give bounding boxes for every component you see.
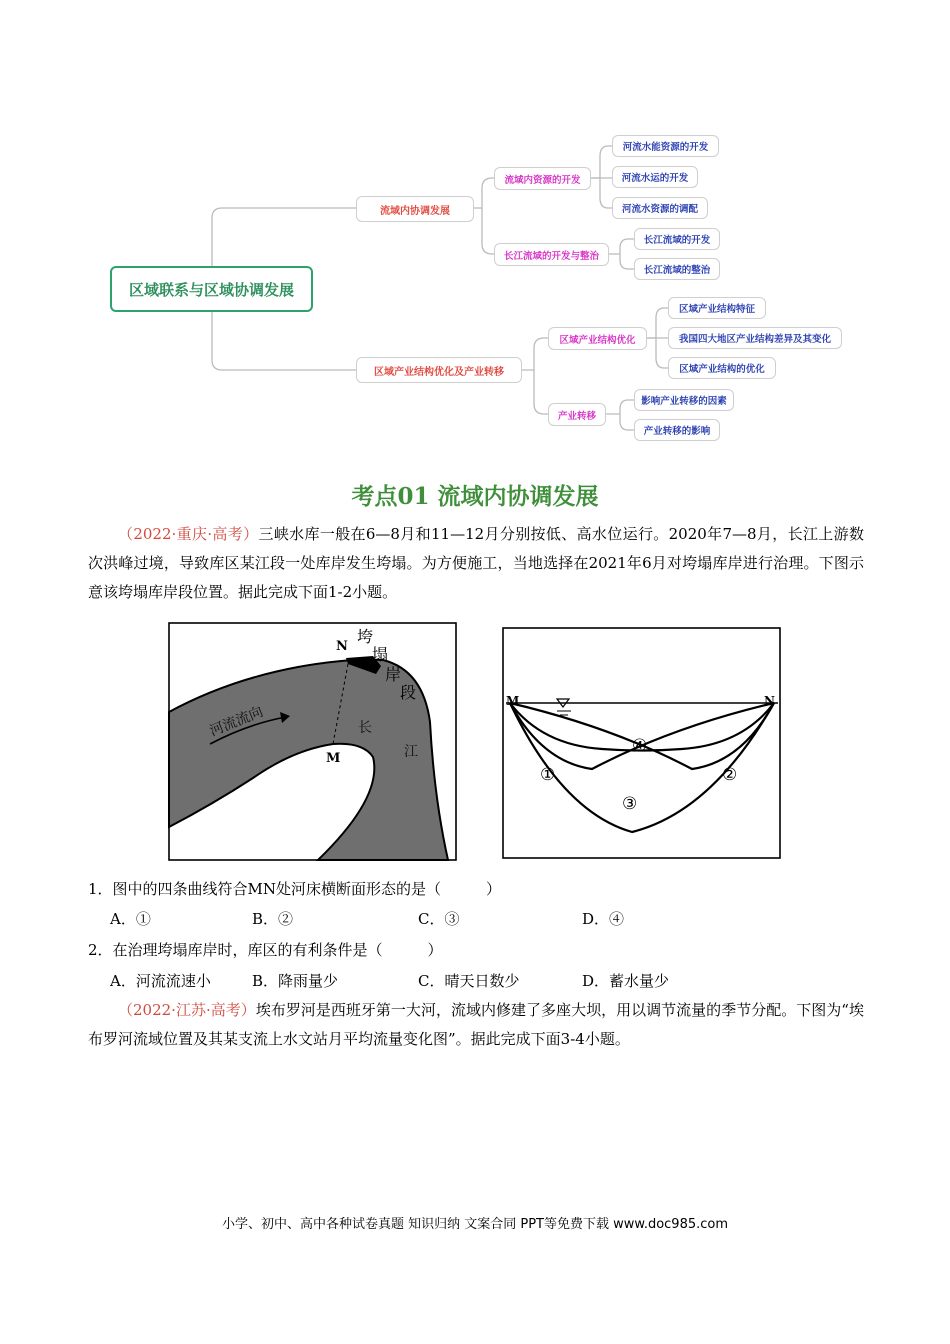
mindmap-b1-s1-item-1: 河流水能资源的开发 [612,135,719,157]
map-label-n: N [336,639,348,654]
mindmap-b1-s2-item-2: 长江流域的整治 [634,258,720,280]
river-map-figure [168,622,458,862]
mindmap-b2-sub2: 产业转移 [548,403,606,426]
mindmap-b1-s2-item-1: 长江流域的开发 [634,228,720,250]
section-label-n: N [764,694,775,708]
mindmap-b1-sub2: 长江流域的开发与整治 [494,243,609,266]
q2-option-c: C．晴天日数少 [418,972,520,990]
page-footer: 小学、初中、高中各种试卷真题 知识归纳 文案合同 PPT等免费下载 www.doc985.com [221,1217,729,1232]
section-title: 考点01 流域内协调发展 [351,483,599,510]
mindmap-branch-1: 流域内协调发展 [356,196,474,222]
curve-label-1: ① [540,765,556,785]
cross-section-figure [502,627,782,860]
section-label-m: M [506,694,520,708]
map-river-char-2: 江 [404,744,418,760]
mindmap-b1-s1-item-3: 河流水资源的调配 [612,197,708,219]
map-collapse-char-2: 塌 [372,645,389,664]
mindmap-b2-sub1: 区域产业结构优化 [548,327,647,350]
mindmap-root: 区域联系与区域协调发展 [110,266,313,312]
q2-option-a: A．河流流速小 [110,972,211,990]
q1-option-a: A．① [110,910,151,928]
mindmap-b2-s1-item-2: 我国四大地区产业结构差异及其变化 [668,327,842,349]
passage-1 [88,520,864,607]
passage-2-text: 埃布罗河是西班牙第一大河，流域内修建了多座大坝，用以调节流量的季节分配。下图为“埃布罗河流域位置及其某支流上水文站月平均流量变化图”。据此完成下面3-4小题。 [88,1001,864,1048]
q2-option-b: B．降雨量少 [252,972,339,990]
passage-2 [88,996,864,1054]
curve-label-3: ③ [622,794,638,814]
mindmap-b2-s1-item-1: 区域产业结构特征 [668,297,766,319]
map-collapse-char-3: 岸 [385,665,402,684]
question-2-stem: 2．在治理垮塌库岸时，库区的有利条件是（ ） [88,941,443,959]
mindmap-b2-s2-item-1: 影响产业转移的因素 [634,389,734,411]
map-flow-label: 河流流向 [207,703,266,740]
passage-1-text: 三峡水库一般在6—8月和11—12月分别按低、高水位运行。2020年7—8月，长江上游数次洪峰过境，导致库区某江段一处库岸发生垮塌。为方便施工，当地选择在2021年6月对垮塌库岸进行治理。下图示意该垮塌库岸段位置。据此完成下面1-2小题。 [88,525,864,601]
q1-option-d: D．④ [582,910,625,928]
passage-1-source: （2022·重庆·高考） [118,525,259,543]
q1-option-b: B．② [252,910,294,928]
map-label-m: M [326,751,341,766]
cross-section-svg [502,627,782,860]
mindmap-b2-s1-item-3: 区域产业结构的优化 [668,357,776,379]
curve-label-2: ② [722,765,738,785]
passage-2-source: （2022·江苏·高考） [118,1001,256,1019]
map-river-char-1: 长 [358,720,372,736]
map-collapse-char-4: 段 [400,683,417,702]
mindmap-b1-sub1: 流域内资源的开发 [494,167,591,190]
map-collapse-char-1: 垮 [357,627,374,646]
mindmap-b1-s1-item-2: 河流水运的开发 [612,166,698,188]
mindmap-branch-2: 区域产业结构优化及产业转移 [356,357,522,383]
question-1-stem: 1．图中的四条曲线符合MN处河床横断面形态的是（ ） [88,880,502,898]
river-map-svg [168,622,458,862]
mindmap-b2-s2-item-2: 产业转移的影响 [634,419,720,441]
q2-option-d: D．蓄水量少 [582,972,670,990]
curve-label-4: ④ [632,736,648,756]
q1-option-c: C．③ [418,910,460,928]
